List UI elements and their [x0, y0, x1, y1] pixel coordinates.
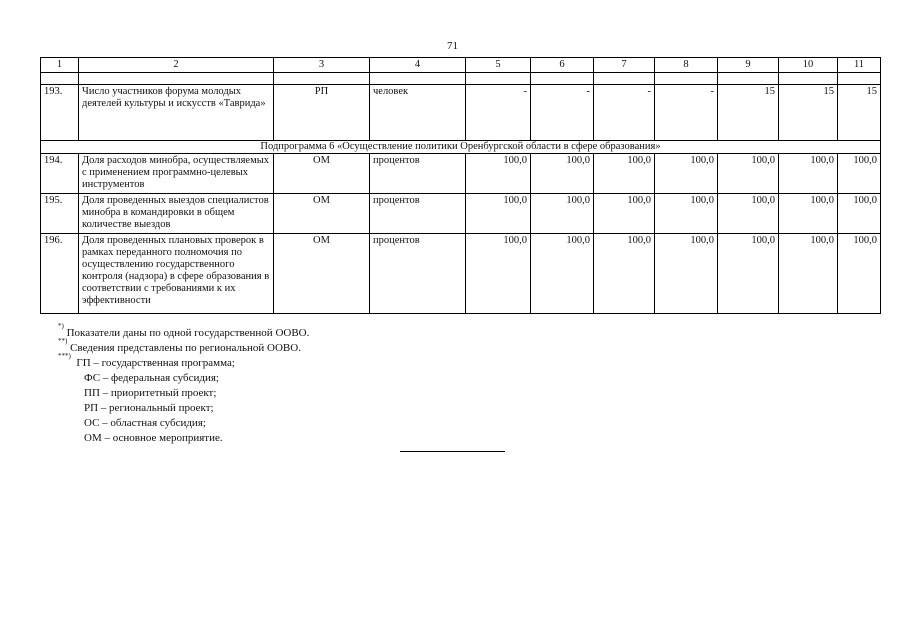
- column-header: 3: [274, 58, 370, 73]
- footnote-mark: *): [58, 322, 64, 330]
- indicator-type: ОМ: [274, 154, 370, 194]
- row-number: 194.: [41, 154, 79, 194]
- column-header: 1: [41, 58, 79, 73]
- value-cell: 100,0: [466, 194, 531, 234]
- indicator-name: Доля проведенных плановых проверок в рамках переданного полномочия по осуществлению государственного контроля (надзора) в сфере образования в соответствии с требованиями к их эффективности: [79, 234, 274, 314]
- value-cell: 100,0: [779, 194, 838, 234]
- value-cell: 100,0: [466, 154, 531, 194]
- value-cell: 100,0: [718, 194, 779, 234]
- value-cell: 100,0: [838, 154, 881, 194]
- value-cell: -: [655, 85, 718, 141]
- value-cell: -: [531, 85, 594, 141]
- value-cell: 100,0: [718, 154, 779, 194]
- value-cell: 15: [838, 85, 881, 141]
- value-cell: 100,0: [838, 234, 881, 314]
- abbrev-item: ПП – приоритетный проект;: [84, 387, 217, 399]
- value-cell: 100,0: [838, 194, 881, 234]
- abbrev-item: ФС – федеральная субсидия;: [84, 372, 219, 384]
- row-number: 193.: [41, 85, 79, 141]
- value-cell: -: [466, 85, 531, 141]
- value-cell: 15: [779, 85, 838, 141]
- row-number: 195.: [41, 194, 79, 234]
- value-cell: 100,0: [655, 154, 718, 194]
- value-cell: 100,0: [779, 234, 838, 314]
- table-row: [41, 234, 881, 314]
- table-header-row: [41, 58, 881, 73]
- indicator-name: Доля проведенных выездов специалистов минобра в командировки в общем количестве выездов: [79, 194, 274, 234]
- row-number: 196.: [41, 234, 79, 314]
- blank-row: [41, 73, 881, 85]
- value-cell: 100,0: [594, 234, 655, 314]
- page-number: 71: [447, 40, 458, 52]
- footnote-mark: ***): [58, 352, 71, 360]
- value-cell: 100,0: [531, 234, 594, 314]
- indicator-unit: процентов: [370, 234, 466, 314]
- footnote-mark: **): [58, 337, 68, 345]
- footnote-text: Сведения представлены по региональной ООВО.: [70, 342, 301, 354]
- column-header: 6: [531, 58, 594, 73]
- subprogram-row: [41, 141, 881, 154]
- footnotes: [58, 322, 310, 446]
- value-cell: 15: [718, 85, 779, 141]
- column-header: 11: [838, 58, 881, 73]
- value-cell: 100,0: [594, 154, 655, 194]
- value-cell: 100,0: [655, 194, 718, 234]
- indicator-unit: человек: [370, 85, 466, 141]
- value-cell: 100,0: [594, 194, 655, 234]
- indicator-name: Доля расходов минобра, осуществляемых с применением программно-целевых инструментов: [79, 154, 274, 194]
- end-rule: [400, 451, 505, 452]
- column-header: 2: [79, 58, 274, 73]
- footnote: [58, 322, 310, 341]
- column-header: 10: [779, 58, 838, 73]
- indicator-type: РП: [274, 85, 370, 141]
- value-cell: -: [594, 85, 655, 141]
- value-cell: 100,0: [718, 234, 779, 314]
- column-header: 7: [594, 58, 655, 73]
- indicator-type: ОМ: [274, 194, 370, 234]
- column-header: 9: [718, 58, 779, 73]
- table-row: [41, 194, 881, 234]
- column-header: 5: [466, 58, 531, 73]
- table-row: [41, 154, 881, 194]
- footnote: [58, 352, 309, 371]
- value-cell: 100,0: [466, 234, 531, 314]
- abbrev-item: РП – региональный проект;: [84, 402, 214, 414]
- column-header: 8: [655, 58, 718, 73]
- value-cell: 100,0: [779, 154, 838, 194]
- value-cell: 100,0: [655, 234, 718, 314]
- abbrev-item: ОМ – основное мероприятие.: [84, 432, 223, 444]
- abbrev-item: ОС – областная субсидия;: [84, 417, 206, 429]
- subprogram-title: Подпрограмма 6 «Осуществление политики Оренбургской области в сфере образования»: [41, 141, 881, 154]
- footnote-text: Показатели даны по одной государственной ООВО.: [66, 327, 310, 339]
- value-cell: 100,0: [531, 154, 594, 194]
- indicator-type: ОМ: [274, 234, 370, 314]
- abbrev-item: ГП – государственная программа;: [76, 357, 235, 369]
- column-header: 4: [370, 58, 466, 73]
- indicator-name: Число участников форума молодых деятелей культуры и искусств «Таврида»: [79, 85, 274, 141]
- footnote: [58, 337, 309, 356]
- table-row: [41, 85, 881, 141]
- indicator-unit: процентов: [370, 154, 466, 194]
- value-cell: 100,0: [531, 194, 594, 234]
- indicator-unit: процентов: [370, 194, 466, 234]
- indicators-table: [40, 57, 881, 314]
